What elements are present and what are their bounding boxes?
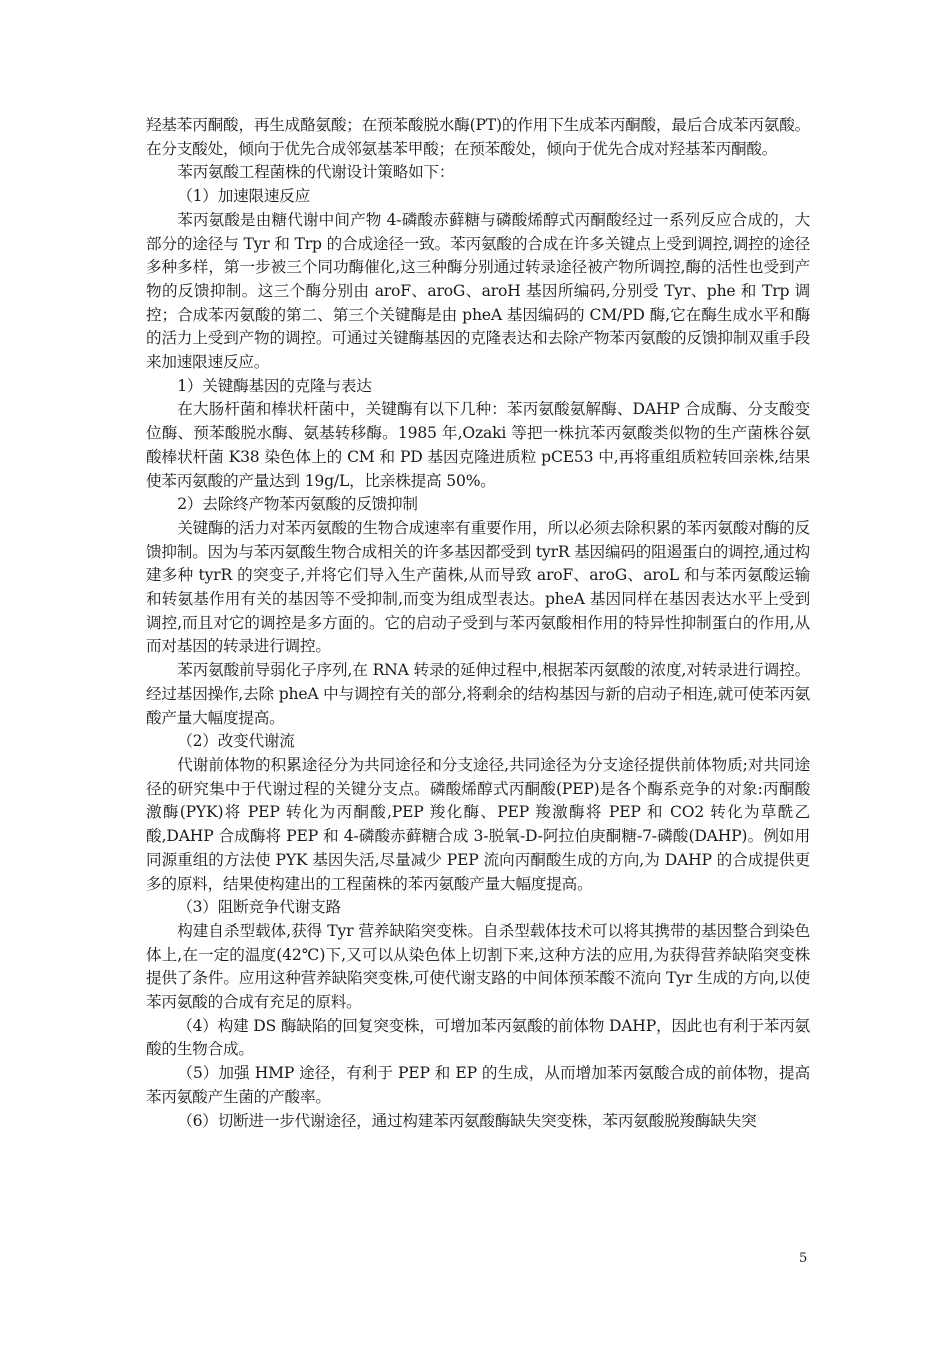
paragraph-13: （4）构建 DS 酶缺陷的回复突变株，可增加苯丙氨酸的前体物 DAHP，因此也有利于苯丙氨酸的生物合成。 xyxy=(146,1016,810,1059)
section-heading-1: （1）加速限速反应 xyxy=(177,187,311,206)
paragraph-14: （5）加强 HMP 途径，有利于 PEP 和 EP 的生成，从而增加苯丙氨酸合成的前体物，提高苯丙氨酸产生菌的产酸率。 xyxy=(146,1064,810,1106)
subsection-heading-2: 2）去除终产物苯丙氨酸的反馈抑制 xyxy=(177,495,418,514)
section-heading-2: （2）改变代谢流 xyxy=(177,732,295,751)
paragraph-3: 苯丙氨酸是由糖代谢中间产物 4-磷酸赤藓糖与磷酸烯醇式丙酮酸经过一系列反应合成的，大部分的途径与 Tyr 和 Trp 的合成途径一致。苯丙氨酸的合成在许多关键点上受到调控,调控的途径多种多样，第一步被三个同功酶催化,这三种酶分别通过转录途径被产物所调控,酶的活性也受到产物的反馈抑制。这三个酶分别由 aroF、aroG、aroH 基因所编码,分别受 Tyr、phe 和 Trp 调控；合成苯丙氨酸的第二、第三个关键酶是由 pheA 基因编码的 CM/PD 酶,它在酶生成水平和酶的活力上受到产物的调控。可通过关键酶基因的克隆表达和去除产物苯丙氨酸的反馈抑制双重手段来加速限速反应。 xyxy=(146,210,810,372)
paragraph-0: 羟基苯丙酮酸，再生成酪氨酸；在预苯酸脱水酶(PT)的作用下生成苯丙酮酸，最后合成苯丙氨酸。在分支酸处，倾向于优先合成邻氨基苯甲酸；在预苯酸处，倾向于优先合成对羟基苯丙酮酸。 xyxy=(146,116,810,158)
subsection-heading-1: 1）关键酶基因的克隆与表达 xyxy=(177,376,372,395)
paragraph-7: 关键酶的活力对苯丙氨酸的生物合成速率有重要作用，所以必须去除积累的苯丙氨酸对酶的反馈抑制。因为与苯丙氨酸生物合成相关的许多基因都受到 tyrR 基因编码的阻遏蛋白的调控,通过构建多种 tyrR 的突变子,并将它们导入生产菌株,从而导致 aroF、aroG、aroL 和与苯丙氨酸运输和转氨基作用有关的基因等不受抑制,而变为组成型表达。pheA 基因同样在基因表达水平上受到调控,而且对它的调控是多方面的。它的启动子受到与苯丙氨酸相作用的特异性抑制蛋白的作用,从而对基因的转录进行调控。 xyxy=(146,518,810,656)
page-number: 5 xyxy=(799,1251,808,1266)
paragraph-10: 代谢前体物的积累途径分为共同途径和分支途径,共同途径为分支途径提供前体物质;对共同途径的研究集中于代谢过程的关键分支点。磷酸烯醇式丙酮酸(PEP)是各个酶系竞争的对象:丙酮酸激酶(PYK)将 PEP 转化为丙酮酸,PEP 羧化酶、PEP 羧激酶将 PEP 和 CO2 转化为草酰乙酸,DAHP 合成酶将 PEP 和 4-磷酸赤藓糖合成 3-脱氧-D-阿拉伯庚酮糖-7-磷酸(DAHP)。例如用同源重组的方法使 PYK 基因失活,尽量减少 PEP 流向丙酮酸生成的方向,为 DAHP 的合成提供更多的原料，结果使构建出的工程菌株的苯丙氨酸产量大幅度提高。 xyxy=(146,755,810,893)
paragraph-8: 苯丙氨酸前导弱化子序列,在 RNA 转录的延伸过程中,根据苯丙氨酸的浓度,对转录进行调控。经过基因操作,去除 pheA 中与调控有关的部分,将剩余的结构基因与新的启动子相连,就可使苯丙氨酸产量大幅度提高。 xyxy=(146,661,810,727)
body-text xyxy=(146,114,810,1133)
paragraph-12: 构建自杀型载体,获得 Tyr 营养缺陷突变株。自杀型载体技术可以将其携带的基因整合到染色体上,在一定的温度(42℃)下,又可以从染色体上切割下来,这种方法的应用,为获得营养缺陷突变株提供了条件。应用这种营养缺陷突变株,可使代谢支路的中间体预苯酸不流向 Tyr 生成的方向,以使苯丙氨酸的合成有充足的原料。 xyxy=(146,921,810,1012)
section-heading-3: （3）阻断竞争代谢支路 xyxy=(177,898,341,917)
paragraph-15: （6）切断进一步代谢途径，通过构建苯丙氨酸酶缺失突变株，苯丙氨酸脱羧酶缺失突 xyxy=(177,1111,757,1130)
paragraph-1: 苯丙氨酸工程菌株的代谢设计策略如下： xyxy=(177,163,455,182)
paragraph-5: 在大肠杆菌和棒状杆菌中，关键酶有以下几种：苯丙氨酸氨解酶、DAHP 合成酶、分支酸变位酶、预苯酸脱水酶、氨基转移酶。1985 年,Ozaki 等把一株抗苯丙氨酸类似物的生产菌株谷氨酸棒状杆菌 K38 染色体上的 CM 和 PD 基因克隆进质粒 pCE53 中,再将重组质粒转回亲株,结果使苯丙氨酸的产量达到 19g/L，比亲株提高 50%。 xyxy=(146,400,810,490)
